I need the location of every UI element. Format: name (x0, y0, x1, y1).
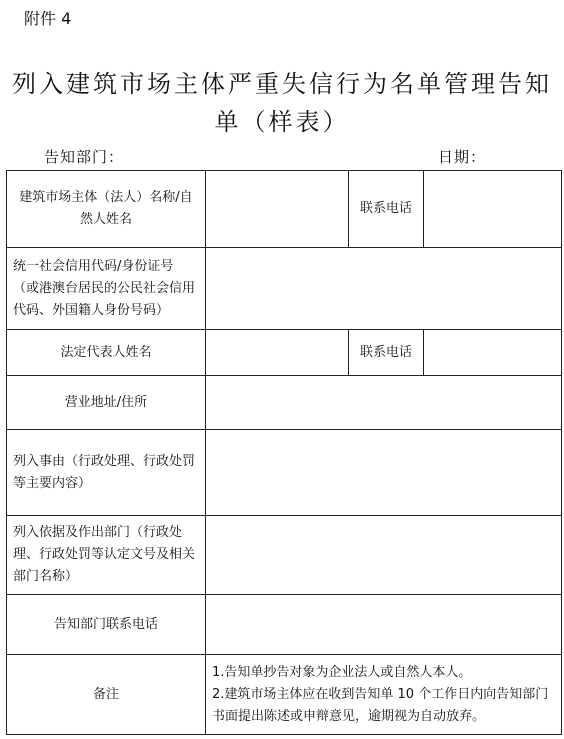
credit-code-label: 统一社会信用代码/身份证号（或港澳台居民的公民社会信用代码、外国籍人身份号码） (7, 248, 206, 330)
legal-rep-label: 法定代表人姓名 (7, 330, 206, 376)
table-row (7, 516, 562, 595)
remark-line: 2.建筑市场主体应在收到告知单 10 个工作日内向告知部门书面提出陈述或申辩意见，逾期视为自动放弃。 (212, 686, 549, 724)
form-title-line-1: 列入建筑市场主体严重失信行为名单管理告知 (12, 70, 552, 98)
attachment-label: 附件 4 (24, 9, 72, 28)
table-row (7, 171, 562, 248)
phone-label: 联系电话 (349, 171, 424, 248)
phone-field[interactable] (424, 171, 562, 248)
table-row (7, 248, 562, 330)
notifying-dept-label: 告知部门： (44, 148, 125, 166)
notification-form-table (6, 170, 562, 735)
table-row (7, 595, 562, 655)
entity-name-label: 建筑市场主体（法人）名称/自然人姓名 (7, 171, 206, 248)
legal-rep-phone-label: 联系电话 (349, 330, 424, 376)
form-title-line-2: 单（样表） (214, 108, 350, 136)
entity-name-field[interactable] (206, 171, 349, 248)
table-row (7, 330, 562, 376)
credit-code-field[interactable] (206, 248, 562, 330)
reason-field[interactable] (206, 430, 562, 516)
basis-field[interactable] (206, 516, 562, 595)
legal-rep-phone-field[interactable] (424, 330, 562, 376)
address-label: 营业地址/住所 (7, 376, 206, 430)
remarks-content (206, 655, 562, 735)
table-row (7, 376, 562, 430)
basis-label: 列入依据及作出部门（行政处理、行政处罚等认定文号及相关部门名称） (7, 516, 206, 595)
remark-line: 1.告知单抄告对象为企业法人或自然人本人。 (212, 664, 472, 680)
dept-phone-field[interactable] (206, 595, 562, 655)
table-row (7, 655, 562, 735)
table-row (7, 430, 562, 516)
date-label: 日期： (438, 148, 487, 166)
legal-rep-field[interactable] (206, 330, 349, 376)
address-field[interactable] (206, 376, 562, 430)
remarks-label: 备注 (7, 655, 206, 735)
reason-label: 列入事由（行政处理、行政处罚等主要内容） (7, 430, 206, 516)
dept-phone-label: 告知部门联系电话 (7, 595, 206, 655)
